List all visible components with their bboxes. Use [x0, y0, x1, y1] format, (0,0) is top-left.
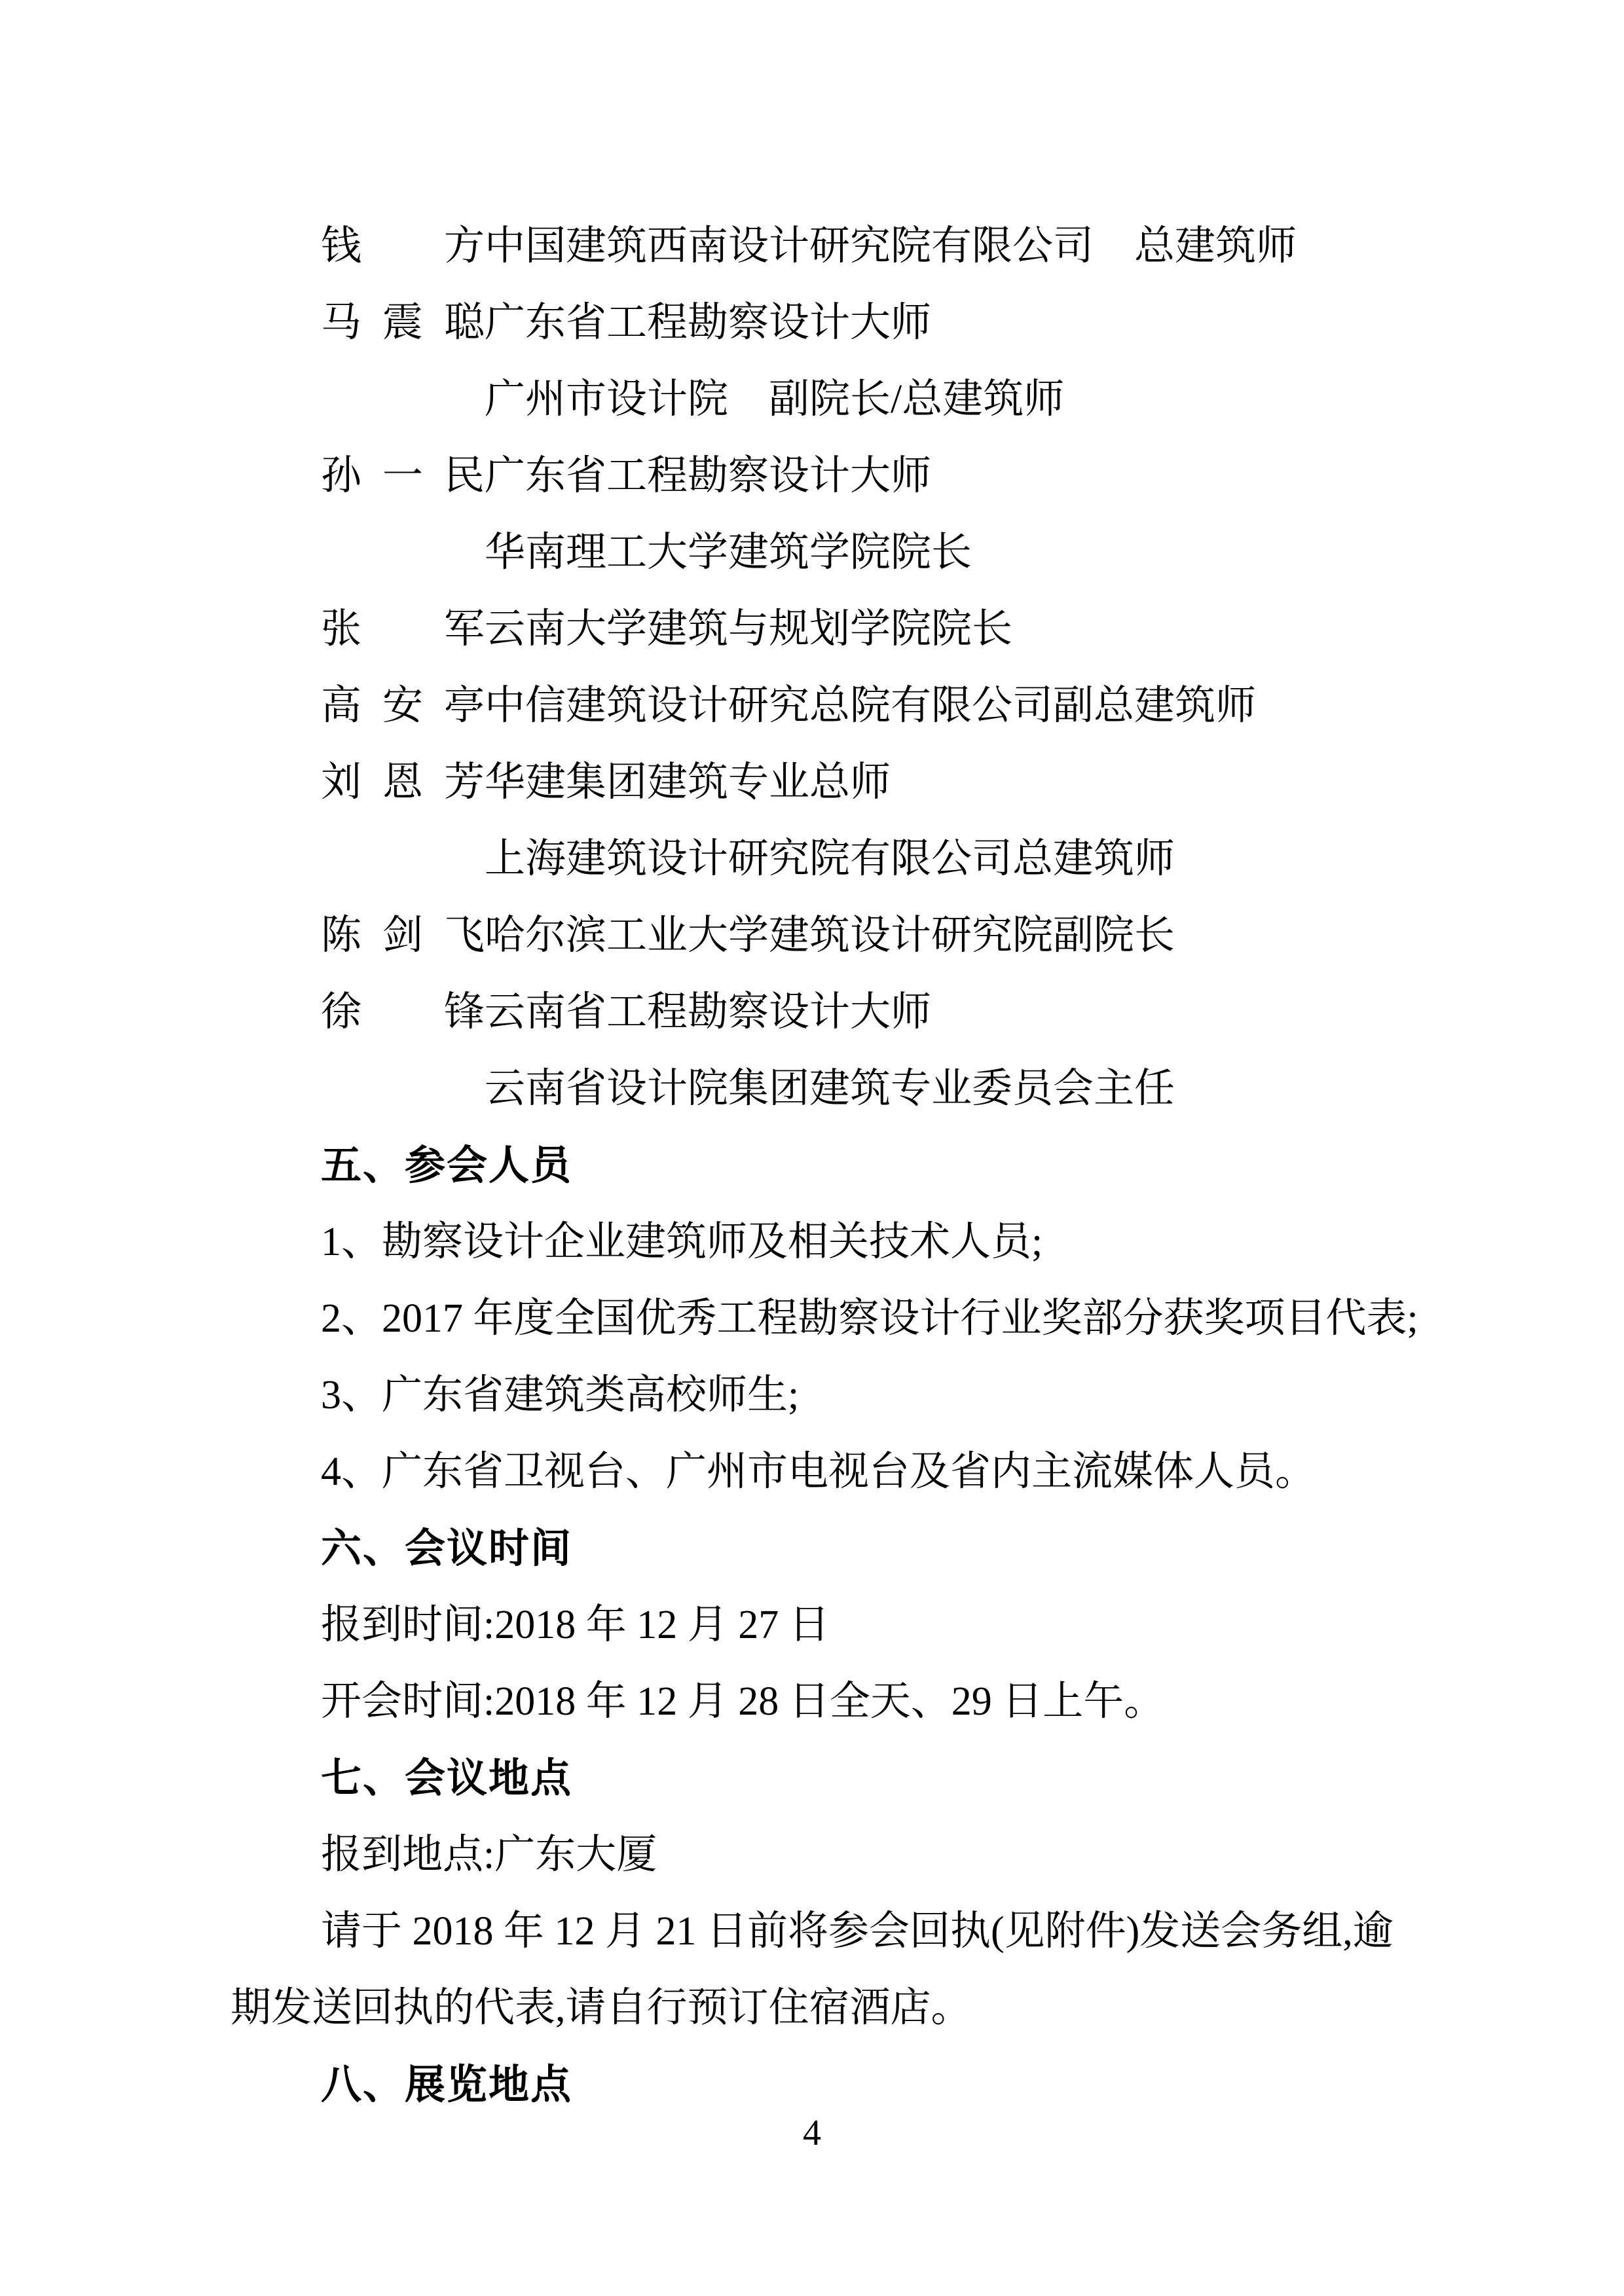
attendee-org: 广东省工程勘察设计大师 — [485, 301, 932, 345]
meeting-time-line: 开会时间:2018 年 12 月 28 日全天、29 日上午。 — [321, 1679, 1165, 1724]
attendee-row — [231, 591, 1393, 668]
attendee-org: 上海建筑设计研究院有限公司总建筑师 — [485, 837, 1175, 881]
participant-item: 2、2017 年度全国优秀工程勘察设计行业奖部分获奖项目代表; — [321, 1296, 1418, 1341]
attendee-name: 张 军 — [321, 607, 485, 651]
attendee-org: 中信建筑设计研究总院有限公司副总建筑师 — [485, 683, 1257, 728]
attendee-org: 中国建筑西南设计研究院有限公司 总建筑师 — [485, 224, 1297, 268]
attendee-org: 广州市设计院 副院长/总建筑师 — [485, 377, 1065, 422]
participant-item: 3、广东省建筑类高校师生; — [321, 1373, 800, 1417]
attendee-row — [231, 668, 1393, 744]
attendee-org: 云南省设计院集团建筑专业委员会主任 — [485, 1066, 1175, 1111]
attendee-org: 华建集团建筑专业总师 — [485, 760, 891, 805]
attendee-name: 孙一民 — [321, 454, 485, 498]
participant-item: 4、广东省卫视台、广州市电视台及省内主流媒体人员。 — [321, 1449, 1316, 1494]
attendee-org: 广东省工程勘察设计大师 — [485, 454, 932, 498]
page-number: 4 — [803, 2113, 821, 2153]
attendee-row — [231, 285, 1393, 361]
heading-exhibition: 八、展览地点 — [321, 2062, 573, 2107]
attendee-name: 钱 方 — [321, 224, 485, 268]
return-receipt-notice-line2: 期发送回执的代表,请自行预订住宿酒店。 — [231, 1986, 972, 2030]
heading-meeting-time: 六、会议时间 — [321, 1526, 573, 1571]
attendee-row — [231, 208, 1393, 285]
attendee-row — [231, 744, 1393, 821]
attendee-name: 马震聪 — [321, 301, 485, 345]
attendee-row — [231, 898, 1393, 974]
attendee-row — [231, 821, 1393, 898]
heading-meeting-place: 七、会议地点 — [321, 1756, 573, 1801]
document-body — [231, 208, 1418, 2123]
attendee-name: 陈剑飞 — [321, 913, 485, 958]
return-receipt-notice-line1: 请于 2018 年 12 月 21 日前将参会回执(见附件)发送会务组,逾 — [321, 1909, 1393, 1954]
heading-participants: 五、参会人员 — [321, 1143, 573, 1188]
attendee-row — [231, 974, 1393, 1051]
attendee-row — [231, 438, 1393, 515]
report-time-line: 报到时间:2018 年 12 月 27 日 — [321, 1603, 830, 1647]
attendee-row — [231, 361, 1393, 438]
attendee-row — [231, 1051, 1393, 1127]
attendee-name: 刘恩芳 — [321, 760, 485, 805]
attendee-row — [231, 515, 1393, 591]
attendee-org: 华南理工大学建筑学院院长 — [485, 530, 972, 575]
attendee-name: 徐 锋 — [321, 990, 485, 1034]
attendee-org: 云南省工程勘察设计大师 — [485, 990, 932, 1034]
report-place-line: 报到地点:广东大厦 — [321, 1832, 657, 1877]
participant-item: 1、勘察设计企业建筑师及相关技术人员; — [321, 1220, 1043, 1264]
attendee-org: 云南大学建筑与规划学院院长 — [485, 607, 1013, 651]
attendee-name: 高安亭 — [321, 683, 485, 728]
attendee-org: 哈尔滨工业大学建筑设计研究院副院长 — [485, 913, 1175, 958]
